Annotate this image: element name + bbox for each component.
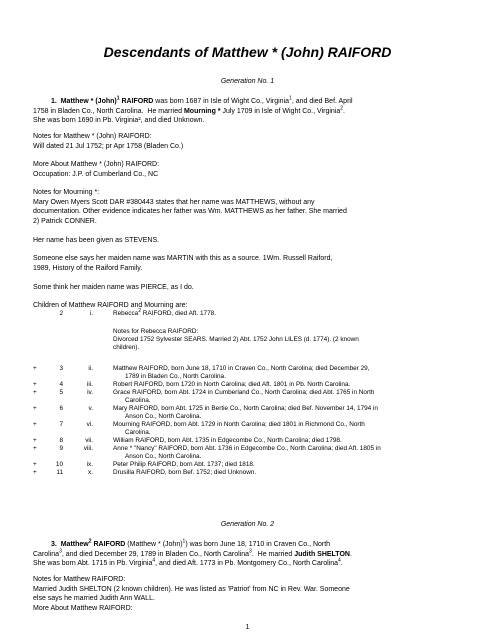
notes-heading: Notes for Mourning *: xyxy=(33,189,100,196)
child-line-2: Carolina. xyxy=(125,397,151,404)
child-plus: + xyxy=(33,461,37,468)
notes-matthew-2 xyxy=(33,575,463,604)
child-roman: ix. xyxy=(86,461,93,468)
notes-matthew xyxy=(33,132,463,151)
child-row xyxy=(33,421,473,437)
child-line-2: Carolina. xyxy=(125,429,151,436)
child-line-1: Mourning RAIFORD, born Abt. 1729 in North Carolina; died 1801 in Richmond Co., North xyxy=(113,421,365,428)
child-number: 3 xyxy=(59,365,63,372)
child-roman: i. xyxy=(89,310,93,317)
generation-heading-2: Generation No. 2 xyxy=(220,521,275,528)
entry-1-line-1: 1. Matthew * (John)$^1$ RAIFORD was born 1687 in Isle of Wight Co., Virginia$^1$, and died Bef. April xyxy=(51,95,353,105)
child-line-1: Anne * "Nancy" RAIFORD, born Abt. 1736 in Edgecombe Co., North Carolina; died Aft. 1805 in xyxy=(113,445,381,452)
children-list-a xyxy=(33,307,473,318)
notes-line: Married Judith SHELTON (2 known children). He was listed as 'Patriot' from NC in Rev. War. Someone xyxy=(33,585,350,593)
rebecca-notes xyxy=(113,328,443,352)
notes-line: 2) Patrick CONNER. xyxy=(33,217,97,225)
child-number: 11 xyxy=(56,469,63,476)
entry-1-line-2: 1758 in Bladen Co., North Carolina. He married Mourning * July 1709 in Isle of Wight Co., Virginia$^2$. xyxy=(33,105,345,115)
child-number: 9 xyxy=(59,445,63,452)
child-roman: iii. xyxy=(86,381,93,388)
child-plus: + xyxy=(33,381,37,388)
child-number: 5 xyxy=(59,389,63,396)
child-row xyxy=(33,307,473,318)
child-plus: + xyxy=(33,469,37,476)
child-plus: + xyxy=(33,421,37,428)
note-line: 1989, History of the Raiford Family. xyxy=(33,264,143,272)
child-line-2: Anson Co., North Carolina. xyxy=(125,413,202,420)
children-header: Children of Matthew RAIFORD and Mourning are: xyxy=(33,302,188,309)
entry-1-line-3: She was born 1690 in Pb. Virginia², and died Unknown. xyxy=(33,117,205,124)
child-roman: iv. xyxy=(87,389,93,396)
child-row xyxy=(33,469,473,477)
more-heading: More About Matthew * (John) RAIFORD: xyxy=(33,161,160,168)
entry-3-line-1: 3. Matthew$^2$ RAIFORD (Matthew * (John)$^1$) was born June 18, 1710 in Craven Co., North xyxy=(51,538,331,548)
children-list-b xyxy=(33,365,473,477)
child-row xyxy=(33,381,473,389)
child-plus: + xyxy=(33,389,37,396)
child-number: 8 xyxy=(59,437,63,444)
child-line-1: Grace RAIFORD, born Abt. 1724 in Cumberland Co., North Carolina; died Abt. 1765 in North xyxy=(113,389,375,396)
child-roman: vii. xyxy=(85,437,93,444)
note-pierce: Some think her maiden name was PIERCE, as I do. xyxy=(33,284,194,291)
child-row xyxy=(33,445,473,461)
notes-heading: Notes for Matthew * (John) RAIFORD: xyxy=(33,133,152,140)
child-text: Robert RAIFORD, born 1720 in North Carolina; died Aft. 1801 in Pb. North Carolina. xyxy=(113,381,351,388)
child-text xyxy=(113,421,473,437)
generation-heading-1: Generation No. 1 xyxy=(220,78,275,85)
child-line-2: 1789 in Bladen Co., North Carolina. xyxy=(125,373,226,380)
child-text: Rebecca$^2$ RAIFORD, died Aft. 1778. xyxy=(113,307,216,317)
child-line-1: Matthew RAIFORD, born June 18, 1710 in Craven Co., North Carolina; died December 29, xyxy=(113,365,370,372)
entry-3 xyxy=(33,540,463,569)
child-roman: vi. xyxy=(86,421,93,428)
notes-heading: Notes for Rebecca RAIFORD: xyxy=(113,328,199,335)
child-row xyxy=(33,437,473,445)
child-row xyxy=(33,461,473,469)
notes-mourning xyxy=(33,188,463,226)
child-plus: + xyxy=(33,437,37,444)
more-about-matthew-2: More About Matthew RAIFORD: xyxy=(33,605,133,612)
child-number: 10 xyxy=(55,461,63,468)
child-text: William RAIFORD, born Abt. 1735 in Edgecombe Co., North Carolina; died 1798. xyxy=(113,437,342,444)
more-text: Occupation: J.P. of Cumberland Co., NC xyxy=(33,170,159,178)
notes-line: Divorced 1752 Sylvester SEARS. Married 2) Abt. 1752 John LILES (d. 1774). (2 known xyxy=(113,336,359,343)
child-number: 4 xyxy=(59,381,63,388)
note-stevens: Her name has been given as STEVENS. xyxy=(33,237,160,244)
child-row xyxy=(33,389,473,405)
notes-line: documentation. Other evidence indicates her father was Wm. MATTHEWS as her father. She married xyxy=(33,208,347,215)
child-number: 2 xyxy=(59,310,63,317)
child-number: 6 xyxy=(59,405,63,412)
entry-1 xyxy=(33,97,463,126)
more-about-matthew xyxy=(33,160,463,179)
child-roman: viii. xyxy=(83,445,93,452)
child-text xyxy=(113,389,473,405)
child-line-1: Mary RAIFORD, born Abt. 1725 in Bertie Co., North Carolina; died Bef. November 14, 1794 in xyxy=(113,405,378,412)
child-roman: x. xyxy=(88,469,93,476)
child-roman: ii. xyxy=(88,365,93,372)
notes-line: else says he married Judith Ann WALL. xyxy=(33,595,155,602)
entry-3-line-2: Carolina$^3$, and died December 29, 1789 in Bladen Co., North Carolina$^3$. He married Judith SHELTON. xyxy=(33,548,352,558)
child-text: Peter Philip RAIFORD, born Abt. 1737; died 1818. xyxy=(113,461,255,468)
child-row xyxy=(33,405,473,421)
child-number: 7 xyxy=(59,421,63,428)
child-plus: + xyxy=(33,445,37,452)
child-text xyxy=(113,365,473,381)
child-plus: + xyxy=(33,405,37,412)
child-text: Drusilla RAIFORD, born Bef. 1752; died Unknown. xyxy=(113,469,257,476)
note-line: Someone else says her maiden name was MARTIN with this as a source. 1Wm. Russell Raiford, xyxy=(33,255,333,262)
page-number: 1 xyxy=(245,624,250,631)
notes-text: Will dated 21 Jul 1752; pr Apr 1758 (Bladen Co.) xyxy=(33,142,184,150)
note-martin xyxy=(33,254,463,273)
notes-line: Mary Owen Myers Scott DAR #380443 states that her name was MATTHEWS, without any xyxy=(33,198,315,206)
child-text xyxy=(113,445,473,461)
notes-heading: Notes for Matthew RAIFORD: xyxy=(33,576,126,583)
page-title: Descendants of Matthew * (John) RAIFORD xyxy=(103,44,392,60)
notes-line: children). xyxy=(113,344,140,351)
child-row xyxy=(33,365,473,381)
child-plus: + xyxy=(33,365,37,372)
entry-3-line-3: She was born Abt. 1715 in Pb. Virginia$^4$, and died Aft. 1773 in Pb. Montgomery Co., North Carolina$^4$. xyxy=(33,557,343,567)
child-text xyxy=(113,405,473,421)
child-roman: v. xyxy=(88,405,93,412)
child-line-2: Anson Co., North Carolina. xyxy=(125,453,202,460)
